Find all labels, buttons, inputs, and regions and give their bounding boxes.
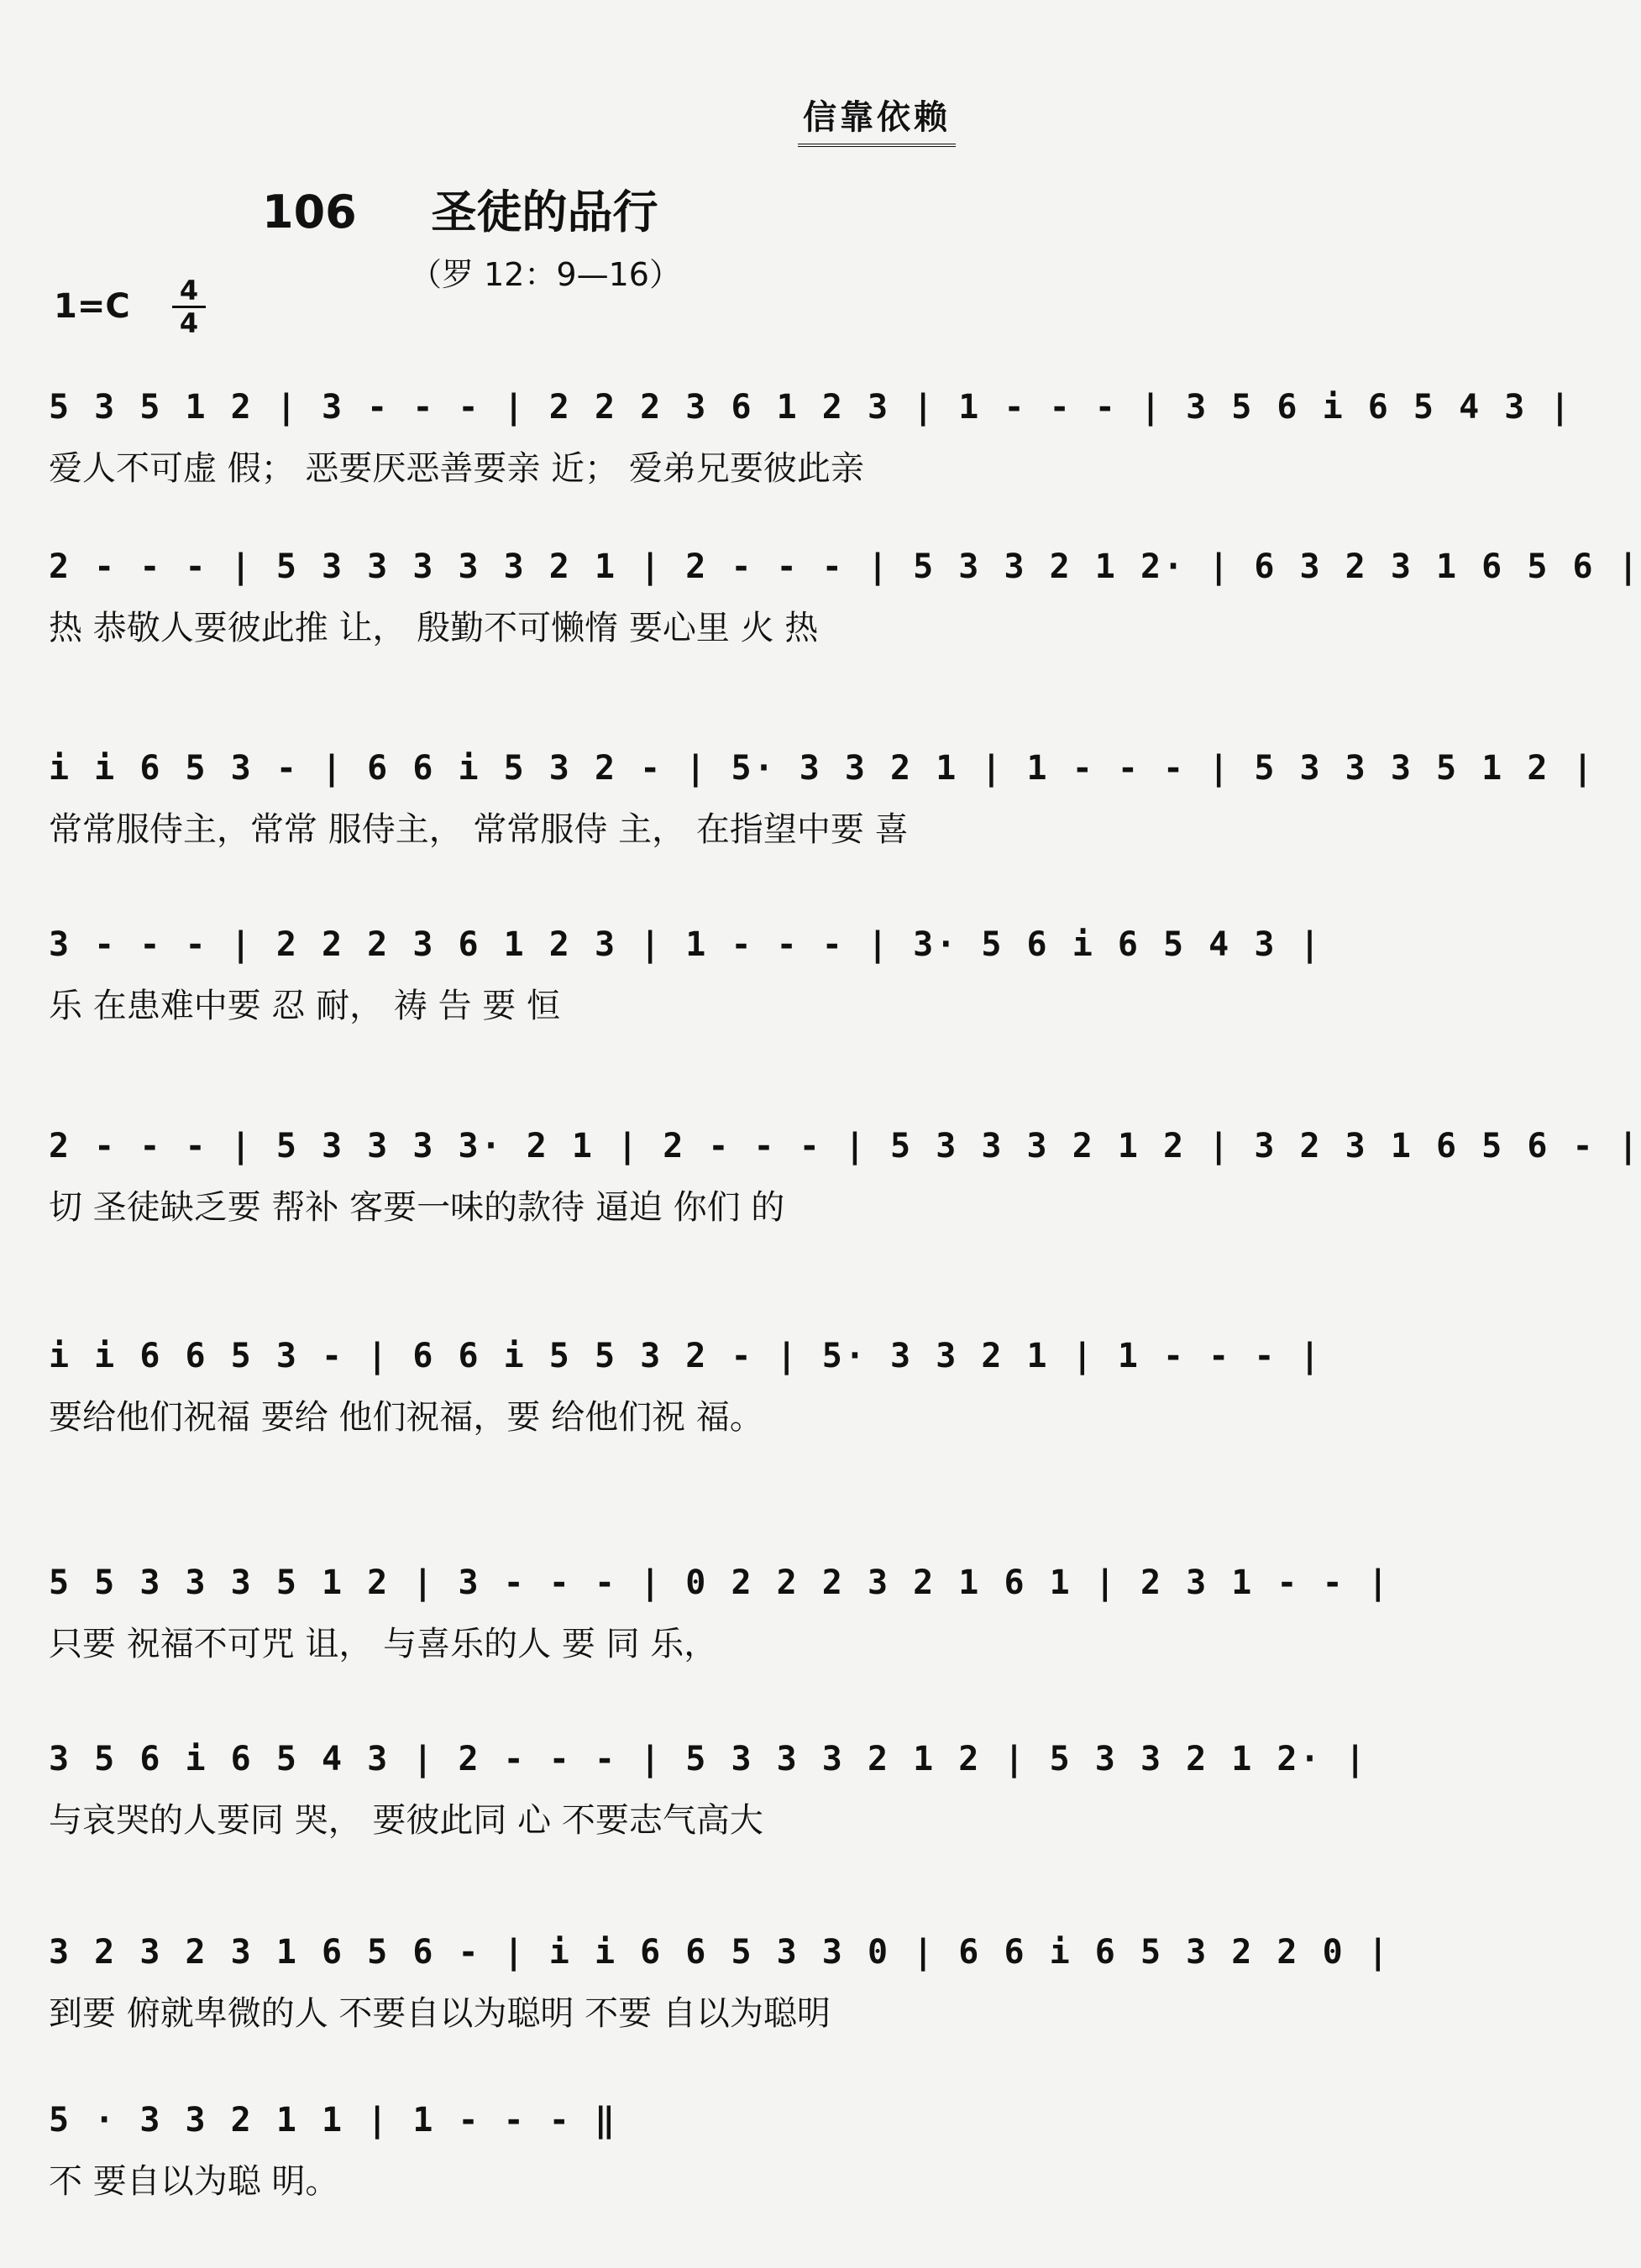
time-signature-top: 4 <box>172 275 206 308</box>
lyrics: 乐 在患难中要 忍 耐， 祷 告 要 恒 <box>49 987 561 1025</box>
score-line-5 <box>49 1117 1641 1228</box>
notation: 3 - - - | 2 2 2 3 6 1 2 3 | 1 - - - | 3· 5 6 i 6 5 4 3 | <box>49 925 1323 964</box>
lyrics: 常常服侍主，常常 服侍主， 常常服侍 主， 在指望中要 喜 <box>49 810 909 849</box>
notation: 2 - - - | 5 3 3 3 3 3 2 1 | 2 - - - | 5 3 3 2 1 2· | 6 3 2 3 1 6 5 6 | <box>49 547 1641 586</box>
score-line-8 <box>49 1730 1368 1841</box>
score-line-9 <box>49 1923 1391 2034</box>
score-line-4 <box>49 915 1323 1026</box>
notation: 3 5 6 i 6 5 4 3 | 2 - - - | 5 3 3 3 2 1 2 | 5 3 3 2 1 2· | <box>49 1740 1368 1778</box>
score-line-7 <box>49 1553 1391 1664</box>
notation: 2 - - - | 5 3 3 3 3· 2 1 | 2 - - - | 5 3 3 3 2 1 2 | 3 2 3 1 6 5 6 - | <box>49 1127 1641 1165</box>
notation: i i 6 5 3 - | 6 6 i 5 3 2 - | 5· 3 3 2 1 | 1 - - - | 5 3 3 3 5 1 2 | <box>49 749 1596 788</box>
time-signature <box>172 275 206 338</box>
lyrics: 爱人不可虚 假； 恶要厌恶善要亲 近； 爱弟兄要彼此亲 <box>49 449 864 488</box>
lyrics: 要给他们祝福 要给 他们祝福，要 给他们祝 福。 <box>49 1398 763 1437</box>
lyrics: 不 要自以为聪 明。 <box>49 2162 339 2201</box>
lyrics: 切 圣徒缺乏要 帮补 客要一味的款待 逼迫 你们 的 <box>49 1188 785 1227</box>
hymn-title-row <box>262 176 658 241</box>
score-line-6 <box>49 1327 1323 1438</box>
hymn-number: 106 <box>262 186 357 238</box>
hymn-title: 圣徒的品行 <box>431 186 658 238</box>
score-line-10 <box>49 2091 1073 2202</box>
notation: i i 6 6 5 3 - | 6 6 i 5 5 3 2 - | 5· 3 3 2 1 | 1 - - - | <box>49 1337 1323 1375</box>
notation: 5 · 3 3 2 1 1 | 1 - - - ‖ <box>49 2101 618 2140</box>
lyrics: 热 恭敬人要彼此推 让， 殷勤不可懒惰 要心里 火 热 <box>49 609 819 647</box>
notation: 5 3 5 1 2 | 3 - - - | 2 2 2 3 6 1 2 3 | 1 - - - | 3 5 6 i 6 5 4 3 | <box>49 388 1573 427</box>
scripture-reference: （罗 12：9—16） <box>410 256 681 293</box>
lyrics: 到要 俯就卑微的人 不要自以为聪明 不要 自以为聪明 <box>49 1994 831 2033</box>
notation: 3 2 3 2 3 1 6 5 6 - | i i 6 6 5 3 3 0 | 6 6 i 6 5 3 2 2 0 | <box>49 1933 1391 1972</box>
category-label: 信靠依赖 <box>798 91 956 147</box>
lyrics: 与哀哭的人要同 哭， 要彼此同 心 不要志气高大 <box>49 1801 763 1840</box>
score-line-2 <box>49 537 1641 648</box>
notation: 5 5 3 3 3 5 1 2 | 3 - - - | 0 2 2 2 3 2 1 6 1 | 2 3 1 - - | <box>49 1564 1391 1602</box>
lyrics: 只要 祝福不可咒 诅， 与喜乐的人 要 同 乐， <box>49 1625 718 1663</box>
score-line-1 <box>49 378 1573 489</box>
key-signature: 1=C <box>54 287 130 326</box>
time-signature-bottom: 4 <box>179 307 199 339</box>
score-line-3 <box>49 739 1596 850</box>
